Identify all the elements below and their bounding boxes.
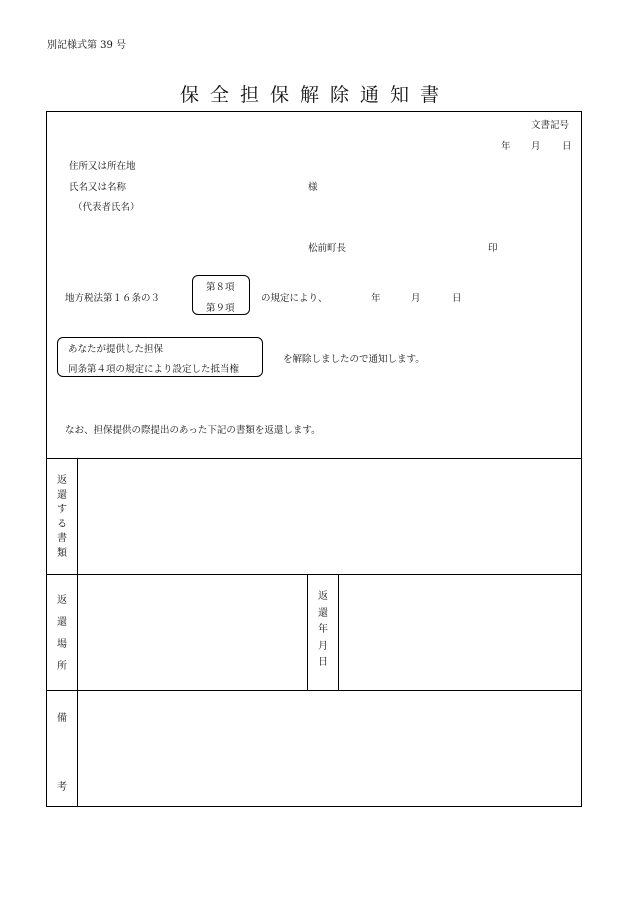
doc-number-label: 文書記号 xyxy=(531,120,570,131)
statute-month: 月 xyxy=(411,293,421,304)
recipient-name-label: 氏名又は名称 xyxy=(69,182,127,193)
recipient-address-label: 住所又は所在地 xyxy=(69,161,136,172)
statute-option-8: 第８項 xyxy=(205,279,236,293)
statute-day: 日 xyxy=(452,293,462,304)
recipient-rep-label: （代表者氏名） xyxy=(73,202,140,213)
return-date-field[interactable] xyxy=(339,575,581,690)
statute-year: 年 xyxy=(371,293,381,304)
document-title: 保全担保解除通知書 xyxy=(179,84,450,106)
remarks-label-2: 考 xyxy=(57,782,67,793)
return-place-field[interactable] xyxy=(78,575,307,690)
seal-mark: 印 xyxy=(488,243,498,254)
remarks-field[interactable] xyxy=(78,691,581,805)
date-year: 年 xyxy=(501,141,511,152)
return-note: なお、担保提供の際提出のあった下記の書類を返還します。 xyxy=(65,425,321,436)
issuer-name: 松前町長 xyxy=(308,243,347,254)
docs-returned-label: 返 還 す る 書 類 xyxy=(57,475,67,559)
form-frame xyxy=(46,111,582,807)
form-number-label: 別記様式第 39 号 xyxy=(47,40,127,51)
date-month: 月 xyxy=(531,141,541,152)
statute-suffix: の規定により、 xyxy=(261,293,328,304)
return-place-label: 返 還 場 所 xyxy=(57,595,67,672)
place-date-divider xyxy=(307,574,308,690)
release-option-mortgage: 同条第４項の規定により設定した抵当権 xyxy=(67,361,240,375)
release-option-collateral: あなたが提供した担保 xyxy=(67,341,164,355)
return-date-label: 返 還 年 月 日 xyxy=(318,591,328,668)
docs-returned-field[interactable] xyxy=(78,459,581,574)
release-suffix: を解除しましたので通知します。 xyxy=(283,354,425,365)
remarks-label-1: 備 xyxy=(57,713,67,724)
statute-option-9: 第９項 xyxy=(205,300,236,314)
date-day: 日 xyxy=(562,141,572,152)
statute-prefix: 地方税法第１６条の３ xyxy=(65,293,161,304)
honorific: 様 xyxy=(308,182,318,193)
